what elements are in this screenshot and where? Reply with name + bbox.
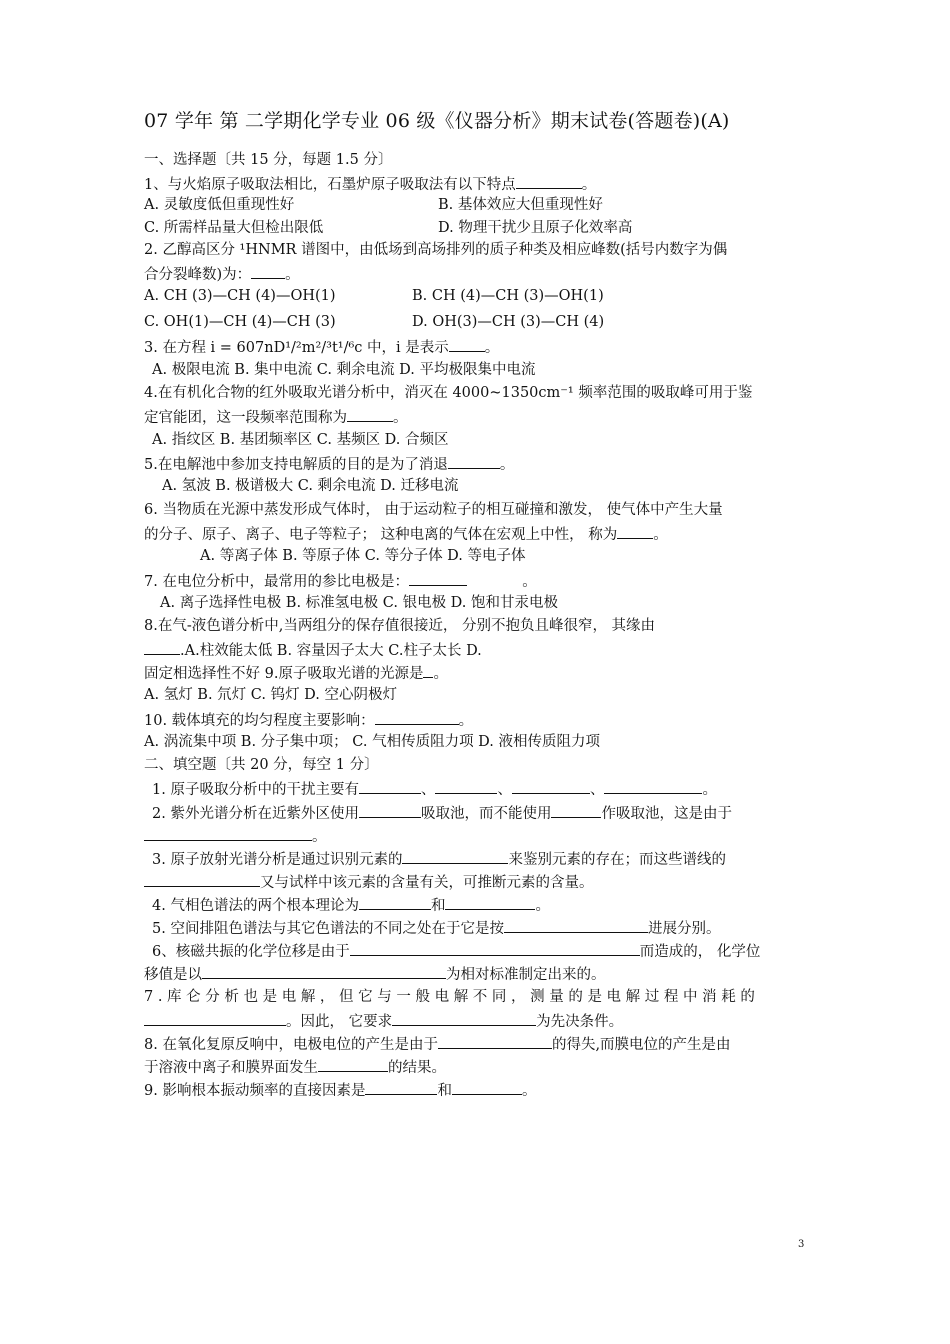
- fill-4: 4. 气相色谱法的两个根本理论为 和 。: [152, 895, 550, 915]
- page-title: 07 学年 第 二学期化学专业 06 级《仪器分析》期末试卷(答题卷)(A): [144, 110, 730, 132]
- question-9: 固定相选择性不好 9.原子吸取光谱的光源是 。: [144, 663, 448, 683]
- question-8: 8.在气-液色谱分析中,当两组分的保存值很接近， 分别不抱负且峰很窄， 其缘由: [144, 618, 656, 634]
- question-2: 2. 乙醇高区分 ¹HNMR 谱图中，由低场到高场排列的质子种类及相应峰数(括号内数字为偶: [144, 242, 728, 258]
- fill-6-cont: 移值是以 为相对标准制定出来的。: [144, 964, 606, 984]
- fill-3: 3. 原子放射光谱分析是通过识别元素的 来鉴别元素的存在；而这些谱线的: [152, 849, 726, 869]
- page-number: 3: [798, 1239, 805, 1250]
- option-b: B. 基体效应大但重现性好: [438, 197, 603, 213]
- options-5: A. 氢波 B. 极谱极大 C. 剩余电流 D. 迁移电流: [162, 478, 459, 494]
- options-7: A. 离子选择性电极 B. 标准氢电极 C. 银电极 D. 饱和甘汞电极: [160, 595, 559, 611]
- fill-1: 1. 原子吸取分析中的干扰主要有 、 、 、 。: [152, 779, 717, 799]
- question-10: 10. 载体填充的均匀程度主要影响： 。: [144, 710, 473, 730]
- option-b: B. CH (4)—CH (3)—OH(1): [412, 288, 604, 304]
- option-a: A. 灵敏度低但重现性好: [144, 197, 295, 213]
- option-a: A. CH (3)—CH (4)—OH(1): [144, 288, 336, 304]
- question-7: 7. 在电位分析中，最常用的参比电极是： 。: [144, 571, 537, 591]
- question-3: 3. 在方程 i = 607nD¹/²m²/³t¹/⁶c 中，i 是表示 。: [144, 337, 499, 357]
- question-6: 6. 当物质在光源中蒸发形成气体时， 由于运动粒子的相互碰撞和激发， 使气体中产生大量: [144, 502, 723, 518]
- options-10: A. 涡流集中项 B. 分子集中项； C. 气相传质阻力项 D. 液相传质阻力项: [144, 734, 601, 750]
- fill-8-cont: 于溶液中离子和膜界面发生 的结果。: [144, 1057, 446, 1077]
- fill-5: 5. 空间排阻色谱法与其它色谱法的不同之处在于它是按 进展分别。: [152, 918, 720, 938]
- question-8-cont: .A.柱效能太低 B. 容量因子太大 C.柱子太长 D.: [144, 640, 482, 660]
- fill-6: 6、核磁共振的化学位移是由于 而造成的， 化学位: [152, 941, 760, 961]
- option-d: D. 物理干扰少且原子化效率高: [438, 220, 633, 236]
- options-4: A. 指纹区 B. 基团频率区 C. 基频区 D. 合频区: [152, 432, 449, 448]
- options-6: A. 等离子体 B. 等原子体 C. 等分子体 D. 等电子体: [200, 548, 526, 564]
- question-4: 4.在有机化合物的红外吸取光谱分析中，消灭在 4000~1350cm⁻¹ 频率范围的吸取峰可用于鉴: [144, 385, 753, 401]
- fill-2: 2. 紫外光谱分析在近紫外区使用 吸取池，而不能使用 作吸取池，这是由于: [152, 803, 732, 823]
- question-6-cont: 的分子、原子、离子、电子等粒子； 这种电离的气体在宏观上中性， 称为 。: [144, 524, 668, 544]
- options-9: A. 氢灯 B. 氘灯 C. 钨灯 D. 空心阴极灯: [144, 687, 398, 703]
- option-d: D. OH(3)—CH (3)—CH (4): [412, 314, 605, 330]
- question-5: 5.在电解池中参加支持电解质的目的是为了消退 。: [144, 454, 514, 474]
- option-c: C. 所需样品量大但检出限低: [144, 220, 324, 236]
- option-c: C. OH(1)—CH (4)—CH (3): [144, 314, 336, 330]
- fill-3-cont: 又与试样中该元素的含量有关，可推断元素的含量。: [144, 872, 594, 892]
- question-4-cont: 定官能团，这一段频率范围称为 。: [144, 407, 408, 427]
- fill-9: 9. 影响根本振动频率的直接因素是 和 。: [144, 1080, 536, 1100]
- options-3: A. 极限电流 B. 集中电流 C. 剩余电流 D. 平均极限集中电流: [152, 362, 536, 378]
- question-1: 1、与火焰原子吸取法相比，石墨炉原子吸取法有以下特点 。: [144, 174, 596, 194]
- fill-7: 7 . 库 仑 分 析 也 是 电 解 ， 但 它 与 一 般 电 解 不 同 ， 测 量 的 是 电 解 过 程 中 消 耗 的: [144, 989, 755, 1005]
- fill-7-cont: 。因此， 它要求 为先决条件。: [144, 1011, 623, 1031]
- fill-2-cont: 。: [144, 826, 327, 846]
- question-2-cont: 合分裂峰数)为： 。: [144, 264, 300, 284]
- fill-8: 8. 在氧化复原反响中，电极电位的产生是由于 的得失,而膜电位的产生是由: [144, 1034, 731, 1054]
- section-heading: 一、选择题〔共 15 分，每题 1.5 分〕: [144, 152, 393, 168]
- section-heading: 二、填空题〔共 20 分，每空 1 分〕: [144, 757, 379, 773]
